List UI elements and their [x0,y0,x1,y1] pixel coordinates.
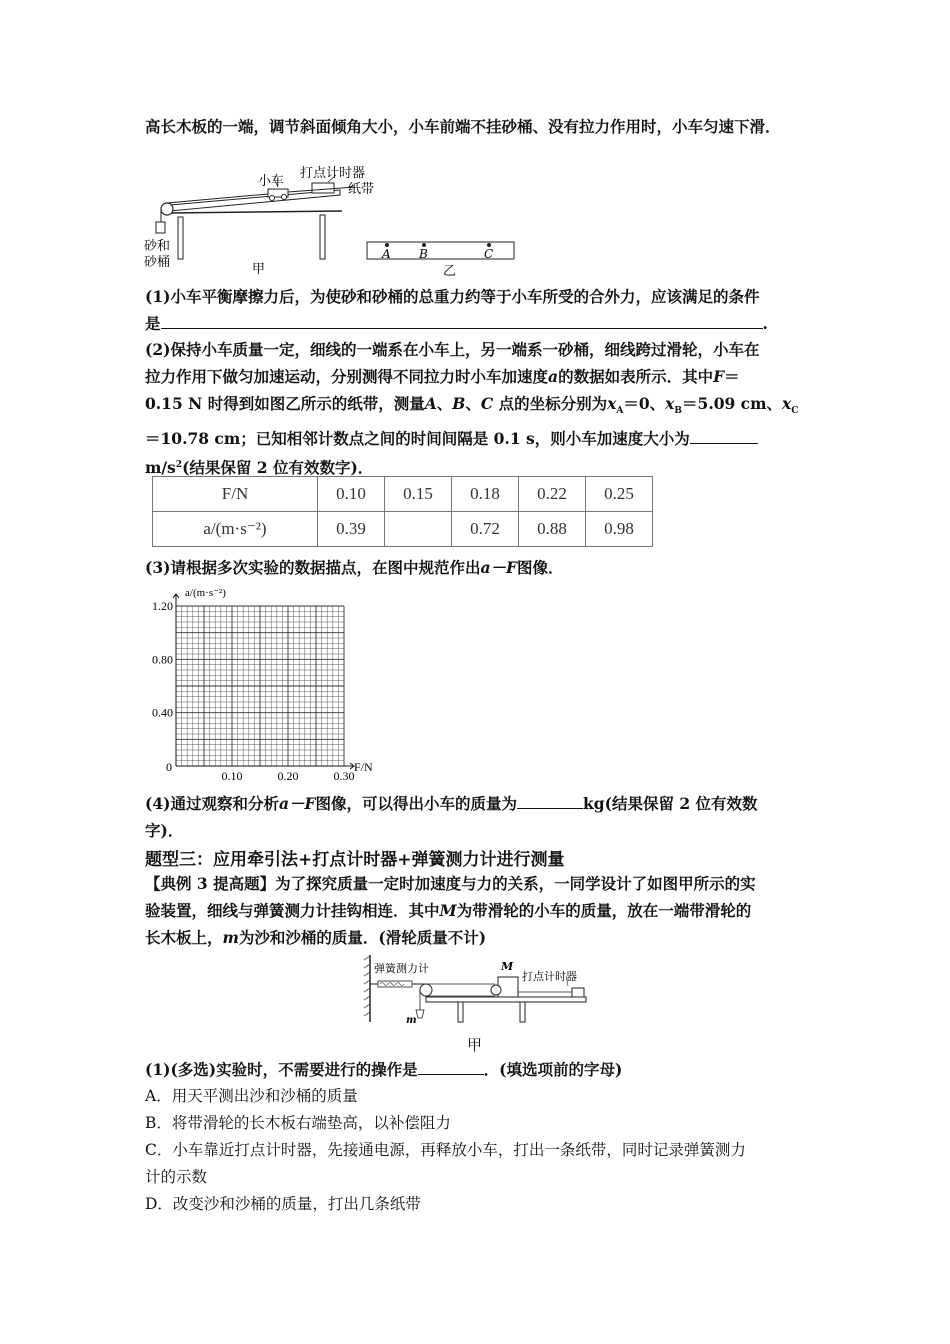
label-bucket-1: 砂和 [144,239,171,254]
caption-yi: 乙 [443,264,457,279]
intro-text: 高长木板的一端，调节斜面倾角大小，小车前端不挂砂桶、没有拉力作用时，小车匀速下滑． [145,117,781,136]
y-tick-label: 0.40 [152,705,173,720]
example-text: 【典例 3 提高题】为了探究质量一定时加速度与力的关系，一同学设计了如图甲所示的实 验装置，细线与弹簧测力计挂钩相连．其中M为带滑轮的小车的质量，放在一端带滑轮的 长木板上，m为沙和沙桶的质量．(滑轮质量不计) [145,874,756,947]
table-row [153,512,653,547]
figure-apparatus [140,165,530,280]
option-b: B．将带滑轮的长木板右端垫高，以补偿阻力 [145,1114,451,1132]
label-car: 小车 [258,174,285,189]
answer-blank-2[interactable] [690,427,758,444]
caption-jia: 甲 [252,262,266,277]
table-cell-blank[interactable] [385,512,452,547]
option-d: D．改变沙和沙桶的质量，打出几条纸带 [145,1195,421,1213]
x-tick-label: 0.30 [333,769,355,783]
y-tick-label: 0.80 [152,652,173,667]
a-f-chart[interactable] [140,582,400,787]
table-cell: 0.72 [452,512,519,547]
label-timer-2: 打点计时器 [522,970,577,983]
option-a: A．用天平测出沙和沙桶的质量 [145,1087,358,1105]
table-cell: 0.39 [318,512,385,547]
answer-blank-1[interactable] [161,312,763,329]
label-m: m [406,1015,417,1026]
mq-1: (1)(多选)实验时，不需要进行的操作是 ．(填选项前的字母) [145,1060,623,1079]
table-cell: 0.10 [318,477,385,512]
x-tick-label: 0.10 [221,769,243,783]
y-axis [173,594,179,766]
table-cell: 0.18 [452,477,519,512]
table-cell: 0.98 [586,512,653,547]
answer-blank-mq1[interactable] [418,1058,484,1075]
question-3: (3)请根据多次实验的数据描点，在图中规范作出a－F图像． [145,558,564,577]
label-timer: 打点计时器 [300,166,366,181]
table-cell: 0.88 [519,512,586,547]
x-tick-label: 0.20 [277,769,299,783]
section-heading: 题型三：应用牵引法+打点计时器+弹簧测力计进行测量 [145,850,565,870]
chart-grid [176,606,344,766]
caption-jia-2: 甲 [467,1036,483,1054]
y-tick-label: 1.20 [152,599,173,613]
data-table [152,476,653,547]
label-spring-scale: 弹簧测力计 [374,962,429,975]
table-cell: 0.22 [519,477,586,512]
label-M: M [501,960,514,973]
tape-point-a: A [382,247,391,261]
tape-point-b: B [419,247,428,261]
table-head-f: F/N [153,477,318,512]
chart-axes [173,594,354,769]
y-axis-label: a/(m·s⁻²) [185,587,226,599]
answer-blank-4[interactable] [517,792,583,809]
table-row [153,477,653,512]
origin-label: 0 [166,760,172,774]
question-4: (4)通过观察和分析a－F图像，可以得出小车的质量为 kg(结果保留 2 位有效数 字)． [145,794,758,840]
question-2: (2)保持小车质量一定，细线的一端系在小车上，另一端系一砂桶，细线跨过滑轮，小车在 拉力作用下做匀加速运动，分别测得不同拉力时小车加速度a的数据如表所示．其中F＝ 0.15 N 时得到如图乙所示的纸带，测量A、B、C 点的坐标分别为$x_A=0$、$x_B=5.09$ cm、$x_C$ ＝10.78 cm；已知相邻计数点之间的时间间隔是 0.1 s，则小车加速度大小为 $m/s^2$(结果保留 2 位有效数字)． [145,340,799,478]
tape-point-c: C [484,247,494,261]
label-bucket-2: 砂桶 [144,255,171,270]
option-c: C．小车靠近打点计时器，先接通电源，再释放小车，打出一条纸带，同时记录弹簧测力 计的示数 [145,1141,746,1186]
table-cell: 0.25 [586,477,653,512]
table-cell: 0.15 [385,477,452,512]
question-1: (1)小车平衡摩擦力后，为使砂和砂桶的总重力约等于小车所受的合外力，应该满足的条件 是 . [145,287,768,333]
figure-spring-apparatus [360,950,600,1030]
table-head-a: a/(m·s⁻²) [153,512,318,547]
x-axis-label: F/N [354,760,373,774]
label-tape: 纸带 [348,182,375,197]
